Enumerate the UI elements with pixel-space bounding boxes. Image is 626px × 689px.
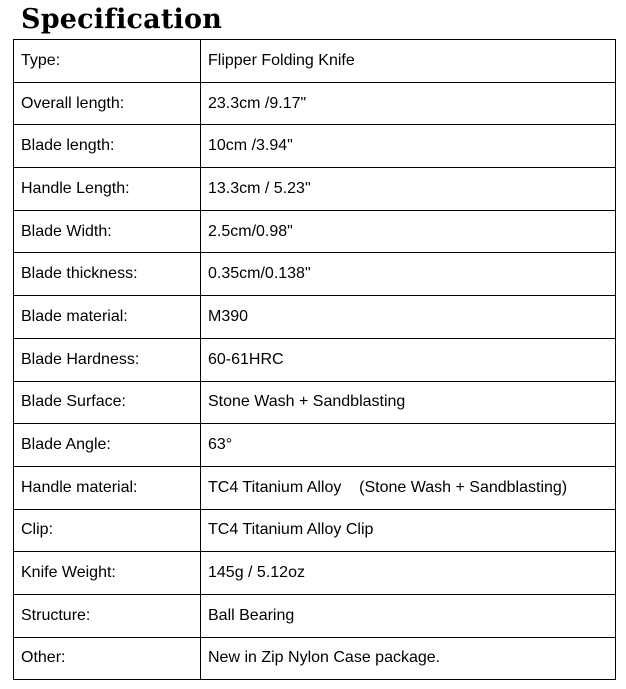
table-row [14,40,616,83]
spec-label: Overall length: [14,82,201,125]
spec-label: Blade material: [14,296,201,339]
table-row [14,253,616,296]
spec-label: Blade thickness: [14,253,201,296]
spec-label: Other: [14,637,201,680]
spec-value: Stone Wash + Sandblasting [201,381,616,424]
spec-label: Knife Weight: [14,552,201,595]
table-row [14,381,616,424]
table-row [14,168,616,211]
spec-value: New in Zip Nylon Case package. [201,637,616,680]
specification-table [13,39,616,680]
spec-value: 145g / 5.12oz [201,552,616,595]
spec-label: Type: [14,40,201,83]
spec-value: 23.3cm /9.17" [201,82,616,125]
table-row [14,296,616,339]
spec-value: TC4 Titanium Alloy (Stone Wash + Sandblasting) [201,466,616,509]
table-row [14,125,616,168]
page-title: Specification [21,4,223,35]
spec-label: Blade Surface: [14,381,201,424]
spec-label: Clip: [14,509,201,552]
spec-value: 63° [201,424,616,467]
table-row [14,509,616,552]
spec-value: 10cm /3.94" [201,125,616,168]
spec-value: 13.3cm / 5.23" [201,168,616,211]
table-row [14,424,616,467]
spec-label: Blade Angle: [14,424,201,467]
spec-label: Blade Hardness: [14,338,201,381]
table-row [14,82,616,125]
spec-label: Blade Width: [14,210,201,253]
spec-label: Handle Length: [14,168,201,211]
spec-value: Ball Bearing [201,594,616,637]
spec-value: 60-61HRC [201,338,616,381]
spec-label: Structure: [14,594,201,637]
spec-label: Handle material: [14,466,201,509]
table-row [14,338,616,381]
spec-value: Flipper Folding Knife [201,40,616,83]
table-row [14,466,616,509]
table-row [14,552,616,595]
spec-value: TC4 Titanium Alloy Clip [201,509,616,552]
spec-value: 2.5cm/0.98" [201,210,616,253]
spec-value: 0.35cm/0.138" [201,253,616,296]
table-row [14,594,616,637]
spec-value: M390 [201,296,616,339]
table-row [14,210,616,253]
spec-label: Blade length: [14,125,201,168]
table-row [14,637,616,680]
